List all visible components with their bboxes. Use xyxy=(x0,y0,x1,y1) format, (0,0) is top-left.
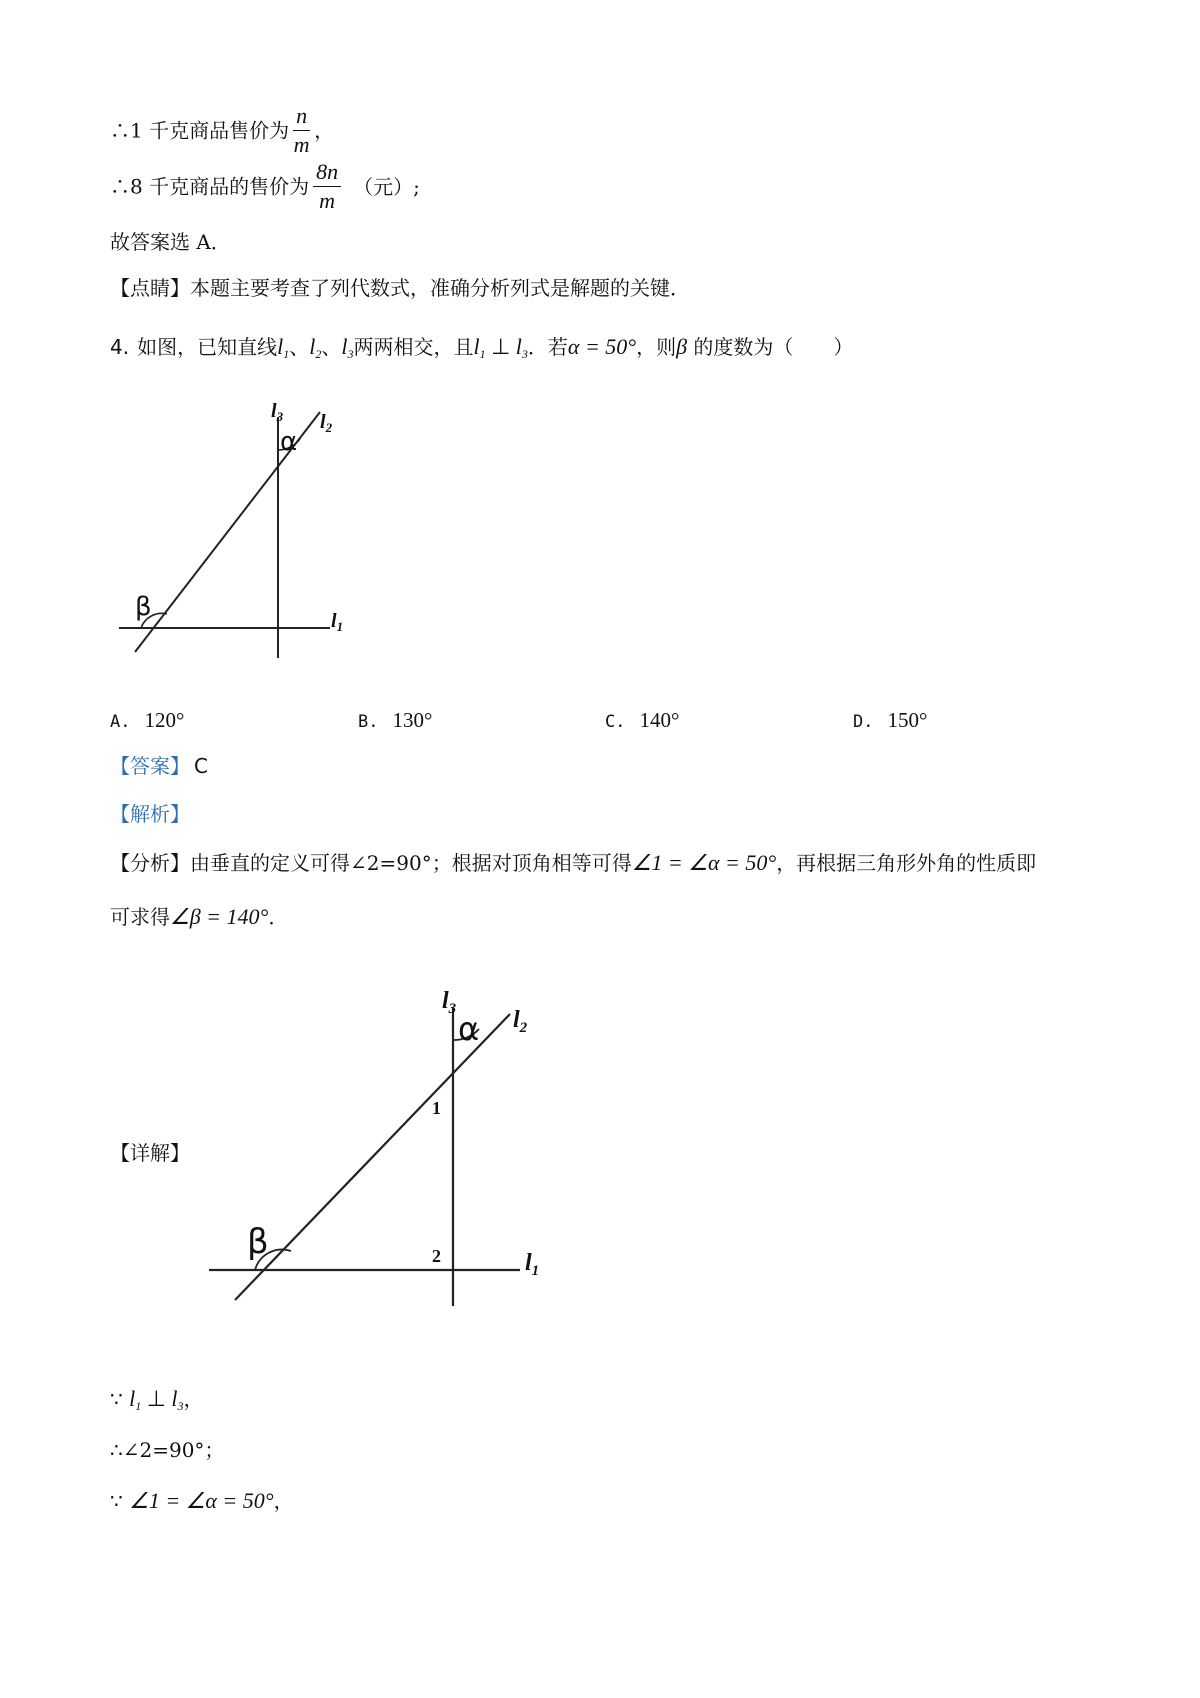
question-text-d: ，则 xyxy=(636,335,677,359)
alpha-label: α xyxy=(458,1010,480,1048)
sol3-line-1 xyxy=(110,104,334,157)
option-d[interactable] xyxy=(853,708,927,733)
option-c[interactable] xyxy=(605,708,679,733)
line-l3-symbol: $l_3$ xyxy=(341,334,354,361)
detail-label: 【详解】 xyxy=(110,1141,190,1165)
question-text-a: 如图，已知直线 xyxy=(137,335,278,359)
option-value: 120° xyxy=(144,708,185,732)
fraction-n-over-m xyxy=(293,104,310,157)
step-3-equation: ∠1 = ∠α = 50° xyxy=(129,1488,274,1513)
l1-label: $l_1$ xyxy=(331,610,344,634)
analysis-line-2-suffix: ． xyxy=(268,905,289,929)
answer-label: 【答案】 xyxy=(110,754,190,778)
option-a[interactable] xyxy=(110,708,184,733)
step-1-prefix: ∵ xyxy=(110,1387,130,1411)
alpha-label: α xyxy=(280,427,298,457)
question-text-b: 两两相交，且 xyxy=(353,335,474,359)
beta-label: β xyxy=(247,1222,269,1262)
perpendicular-expression: $l_1$ ⊥ $l_3$ xyxy=(129,1386,184,1413)
question-text-c: ．若 xyxy=(527,335,568,359)
jiexi-label: 【解析】 xyxy=(110,802,190,826)
option-value: 140° xyxy=(639,708,680,732)
option-letter: C. xyxy=(605,712,626,732)
analysis-suffix: ，再根据三角形外角的性质即 xyxy=(776,851,1037,875)
question-text-e: 的度数为（ ） xyxy=(687,335,854,359)
beta-symbol: β xyxy=(676,334,688,359)
step-3-suffix: ， xyxy=(273,1489,294,1513)
analysis-line-2 xyxy=(110,906,288,928)
question-4 xyxy=(110,336,853,360)
option-b[interactable] xyxy=(358,708,432,733)
separator: 、 xyxy=(321,335,342,359)
step-2: ∴∠2=90°； xyxy=(110,1438,225,1462)
analysis-prefix: 【分析】由垂直的定义可得∠2=90°；根据对顶角相等可得 xyxy=(110,851,632,875)
l3-label: $l_3$ xyxy=(271,400,284,424)
analysis-equation: ∠1 = ∠α = 50° xyxy=(631,850,777,875)
sol3-dianjing: 【点睛】本题主要考查了列代数式，准确分析列式是解题的关键． xyxy=(110,276,690,300)
answer-value: C xyxy=(194,754,208,778)
line-l2-symbol: $l_2$ xyxy=(309,334,322,361)
l3-label: $l_3$ xyxy=(442,988,457,1017)
question-figure xyxy=(105,395,395,670)
step-1 xyxy=(110,1388,204,1412)
sol3-line-2 xyxy=(110,160,420,213)
option-letter: A. xyxy=(110,712,131,732)
option-value: 150° xyxy=(887,708,928,732)
l2-label: $l_2$ xyxy=(513,1007,528,1036)
analysis-line-2-prefix: 可求得 xyxy=(110,905,170,929)
fraction-denominator: m xyxy=(293,132,310,158)
perpendicular-expression: $l_1$ ⊥ $l_3$ xyxy=(473,334,528,361)
fraction-numerator: 8n xyxy=(313,160,341,187)
step-1-suffix: ， xyxy=(183,1387,204,1411)
question-number: 4. xyxy=(110,335,130,359)
angle-2-label: 2 xyxy=(432,1246,441,1266)
l2-label: $l_2$ xyxy=(320,411,333,435)
line-l1-symbol: $l_1$ xyxy=(277,334,290,361)
fraction-8n-over-m xyxy=(313,160,341,213)
option-letter: B. xyxy=(358,712,379,732)
angle-1-label: 1 xyxy=(432,1098,441,1118)
sol3-line-2-text: ∴8 千克商品的售价为 xyxy=(110,174,310,199)
fraction-numerator: n xyxy=(293,104,310,131)
sol3-line-1-text: ∴1 千克商品售价为 xyxy=(110,118,290,143)
l1-label: $l_1$ xyxy=(525,1250,540,1279)
sol3-line-1-suffix: ， xyxy=(314,118,335,143)
detail-figure xyxy=(195,970,555,1315)
answer-line xyxy=(110,756,208,776)
step-3-prefix: ∵ xyxy=(110,1489,130,1513)
beta-label: β xyxy=(135,592,152,622)
analysis-line-1 xyxy=(110,852,1036,874)
alpha-equation: α = 50° xyxy=(567,334,637,359)
sol3-line-2-suffix: （元）; xyxy=(353,174,420,199)
option-letter: D. xyxy=(853,712,874,732)
analysis-beta-equation: ∠β = 140° xyxy=(170,904,269,929)
sol3-conclusion: 故答案选 A． xyxy=(110,230,231,254)
step-3 xyxy=(110,1490,294,1512)
fraction-denominator: m xyxy=(319,188,336,214)
separator: 、 xyxy=(289,335,310,359)
option-value: 130° xyxy=(392,708,433,732)
